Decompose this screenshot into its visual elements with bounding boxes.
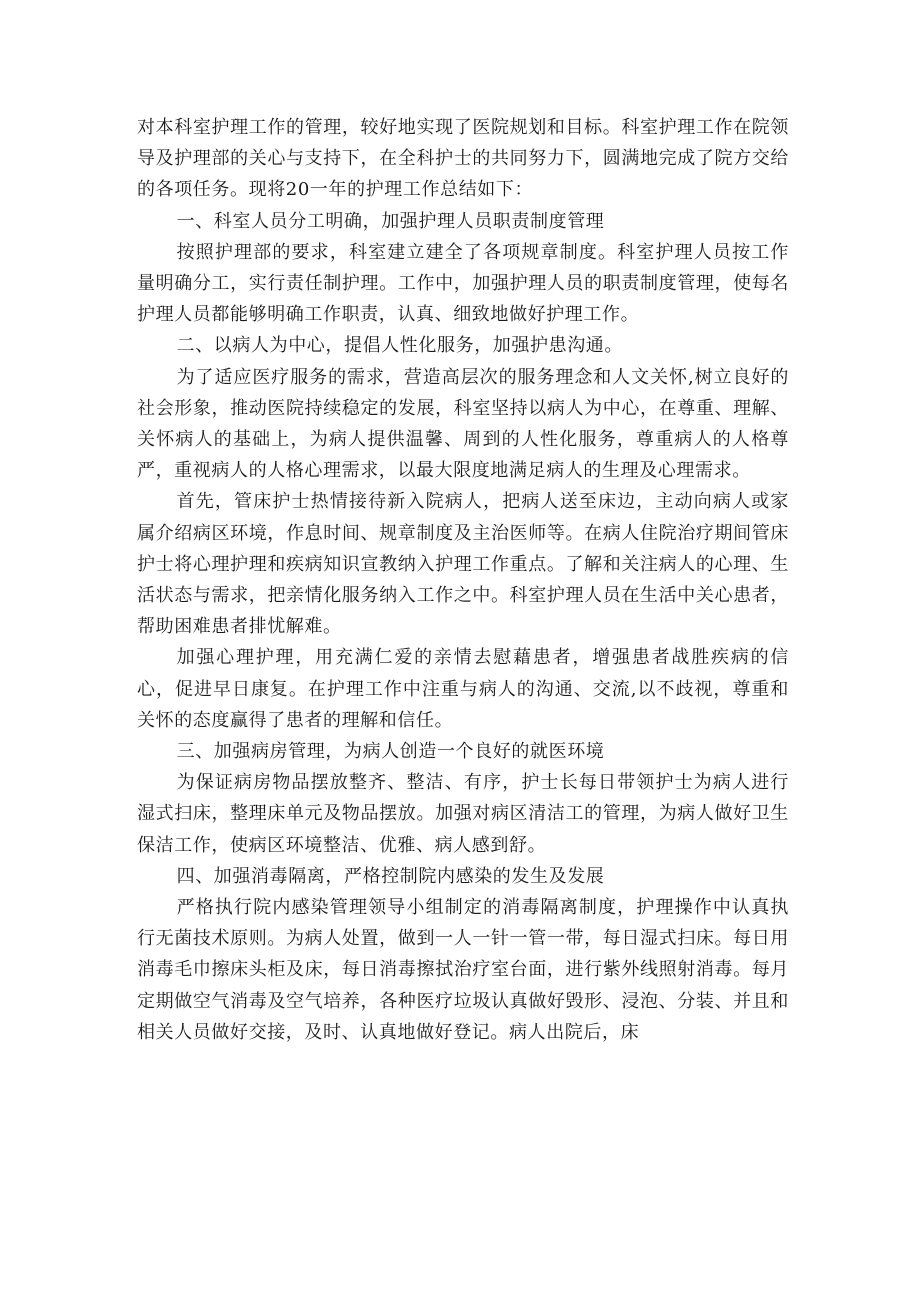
section-heading-2: 二、以病人为中心，提倡人性化服务，加强护患沟通。 (176, 335, 623, 357)
section-heading-3: 三、加强病房管理，为病人创造一个良好的就医环境 (176, 741, 605, 763)
section-heading-4: 四、加强消毒隔离，严格控制院内感染的发生及发展 (176, 865, 605, 887)
body-paragraph: 首先，管床护士热情接待新入院病人，把病人送至床边，主动向病人或家属介绍病区环境，作息时间、规章制度及主治医师等。在病人住院治疗期间管床护士将心理护理和疾病知识宣教纳入护理工作重点。了解和关注病人的心理、生活状态与需求，把亲情化服务纳入工作之中。科室护理人员在生活中关心患者，帮助困难患者排忧解难。 (137, 491, 789, 638)
body-paragraph: 为保证病房物品摆放整齐、整洁、有序，护士长每日带领护士为病人进行湿式扫床，整理床单元及物品摆放。加强对病区清洁工的管理，为病人做好卫生保洁工作，使病区环境整洁、优雅、病人感到舒。 (137, 772, 789, 856)
body-paragraph: 加强心理护理，用充满仁爱的亲情去慰藉患者，增强患者战胜疾病的信心，促进早日康复。在护理工作中注重与病人的沟通、交流,以不歧视，尊重和关怀的态度赢得了患者的理解和信任。 (137, 647, 789, 731)
document-page (137, 112, 789, 1048)
body-paragraph: 按照护理部的要求，科室建立建全了各项规章制度。科室护理人员按工作量明确分工，实行责任制护理。工作中，加强护理人员的职责制度管理，使每名护理人员都能够明确工作职责，认真、细致地做好护理工作。 (137, 241, 789, 326)
section-heading-1: 一、科室人员分工明确，加强护理人员职责制度管理 (176, 210, 605, 232)
intro-paragraph: 对本科室护理工作的管理，较好地实现了医院规划和目标。科室护理工作在院领导及护理部的关心与支持下，在全科护士的共同努力下，圆满地完成了院方交给的各项任务。现将20一年的护理工作总结如下： (137, 117, 789, 201)
body-paragraph: 为了适应医疗服务的需求，营造高层次的服务理念和人文关怀,树立良好的社会形象，推动医院持续稳定的发展，科室坚持以病人为中心，在尊重、理解、关怀病人的基础上，为病人提供温馨、周到的人性化服务，尊重病人的人格尊严，重视病人的人格心理需求，以最大限度地满足病人的生理及心理需求。 (137, 366, 789, 482)
body-paragraph: 严格执行院内感染管理领导小组制定的消毒隔离制度，护理操作中认真执行无菌技术原则。为病人处置，做到一人一针一管一带，每日湿式扫床。每日用消毒毛巾擦床头柜及床，每日消毒擦拭治疗室台面，进行紫外线照射消毒。每月定期做空气消毒及空气培养，各种医疗垃圾认真做好毁形、浸泡、分装、并且和相关人员做好交接，及时、认真地做好登记。病人出院后，床 (137, 897, 789, 1043)
